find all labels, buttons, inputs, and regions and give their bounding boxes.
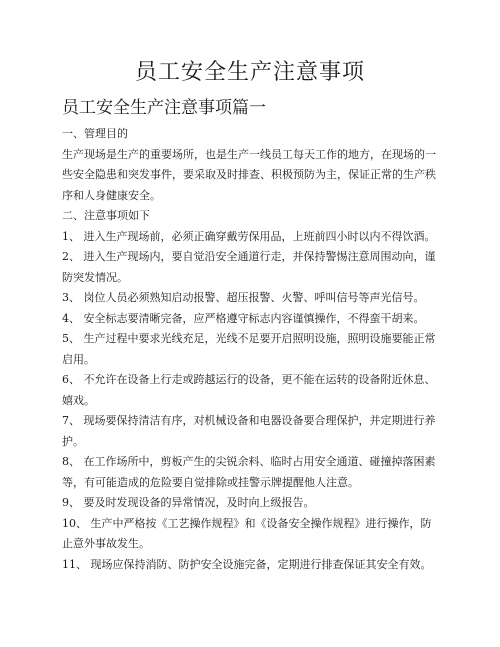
list-item: 10、 生产中严格按《工艺操作规程》和《设备安全操作规程》进行操作，防止意外事故发生。 [62, 516, 432, 550]
list-item: 1、 进入生产现场前，必须正确穿戴劳保用品，上班前四小时以内不得饮酒。 [62, 229, 436, 243]
document-title: 员工安全生产注意事项 [134, 60, 365, 85]
document-body [62, 124, 442, 575]
list-item: 9、 要及时发现设备的异常情况，及时向上级报告。 [62, 496, 315, 509]
paragraph-intro: 生产现场是生产的重要场所，也是生产一线员工每天工作的地方，在现场的一些安全隐患和突发事件，要采取及时排查、积极预防为主，保证正常的生产秩序和人身健康安全。 [62, 147, 436, 202]
section-label-notes: 二、注意事项如下 [62, 209, 150, 222]
list-item: 4、 安全标志要清晰完备，应严格遵守标志内容谨慎操作，不得蛮干胡来。 [62, 311, 425, 325]
list-item: 7、 现场要保持清洁有序，对机械设备和电器设备要合理保护，并定期进行养护。 [62, 414, 436, 448]
list-item: 5、 生产过程中要求光线充足，光线不足要开启照明设施，照明设施要能正常启用。 [62, 332, 436, 366]
list-item: 6、 不允许在设备上行走或跨越运行的设备，更不能在运转的设备附近休息、嬉戏。 [62, 373, 436, 407]
section-heading: 员工安全生产注意事项篇一 [62, 98, 266, 118]
list-item: 2、 进入生产现场内，要自觉沿安全通道行走，并保持警惕注意周围动向，谨防突发情况。 [62, 250, 436, 284]
list-item: 8、 在工作场所中，剪板产生的尖锐余料、临时占用安全通道、碰撞掉落困素等，有可能造成的危险要自觉排除或挂警示牌提醒他人注意。 [62, 455, 436, 489]
section-label-purpose: 一、管理目的 [62, 127, 128, 140]
list-item: 11、 现场应保持消防、防护安全设施完备，定期进行排查保证其安全有效。 [62, 557, 432, 571]
list-item: 3、 岗位人员必须熟知启动报警、超压报警、火警、呼叫信号等声光信号。 [62, 291, 425, 304]
